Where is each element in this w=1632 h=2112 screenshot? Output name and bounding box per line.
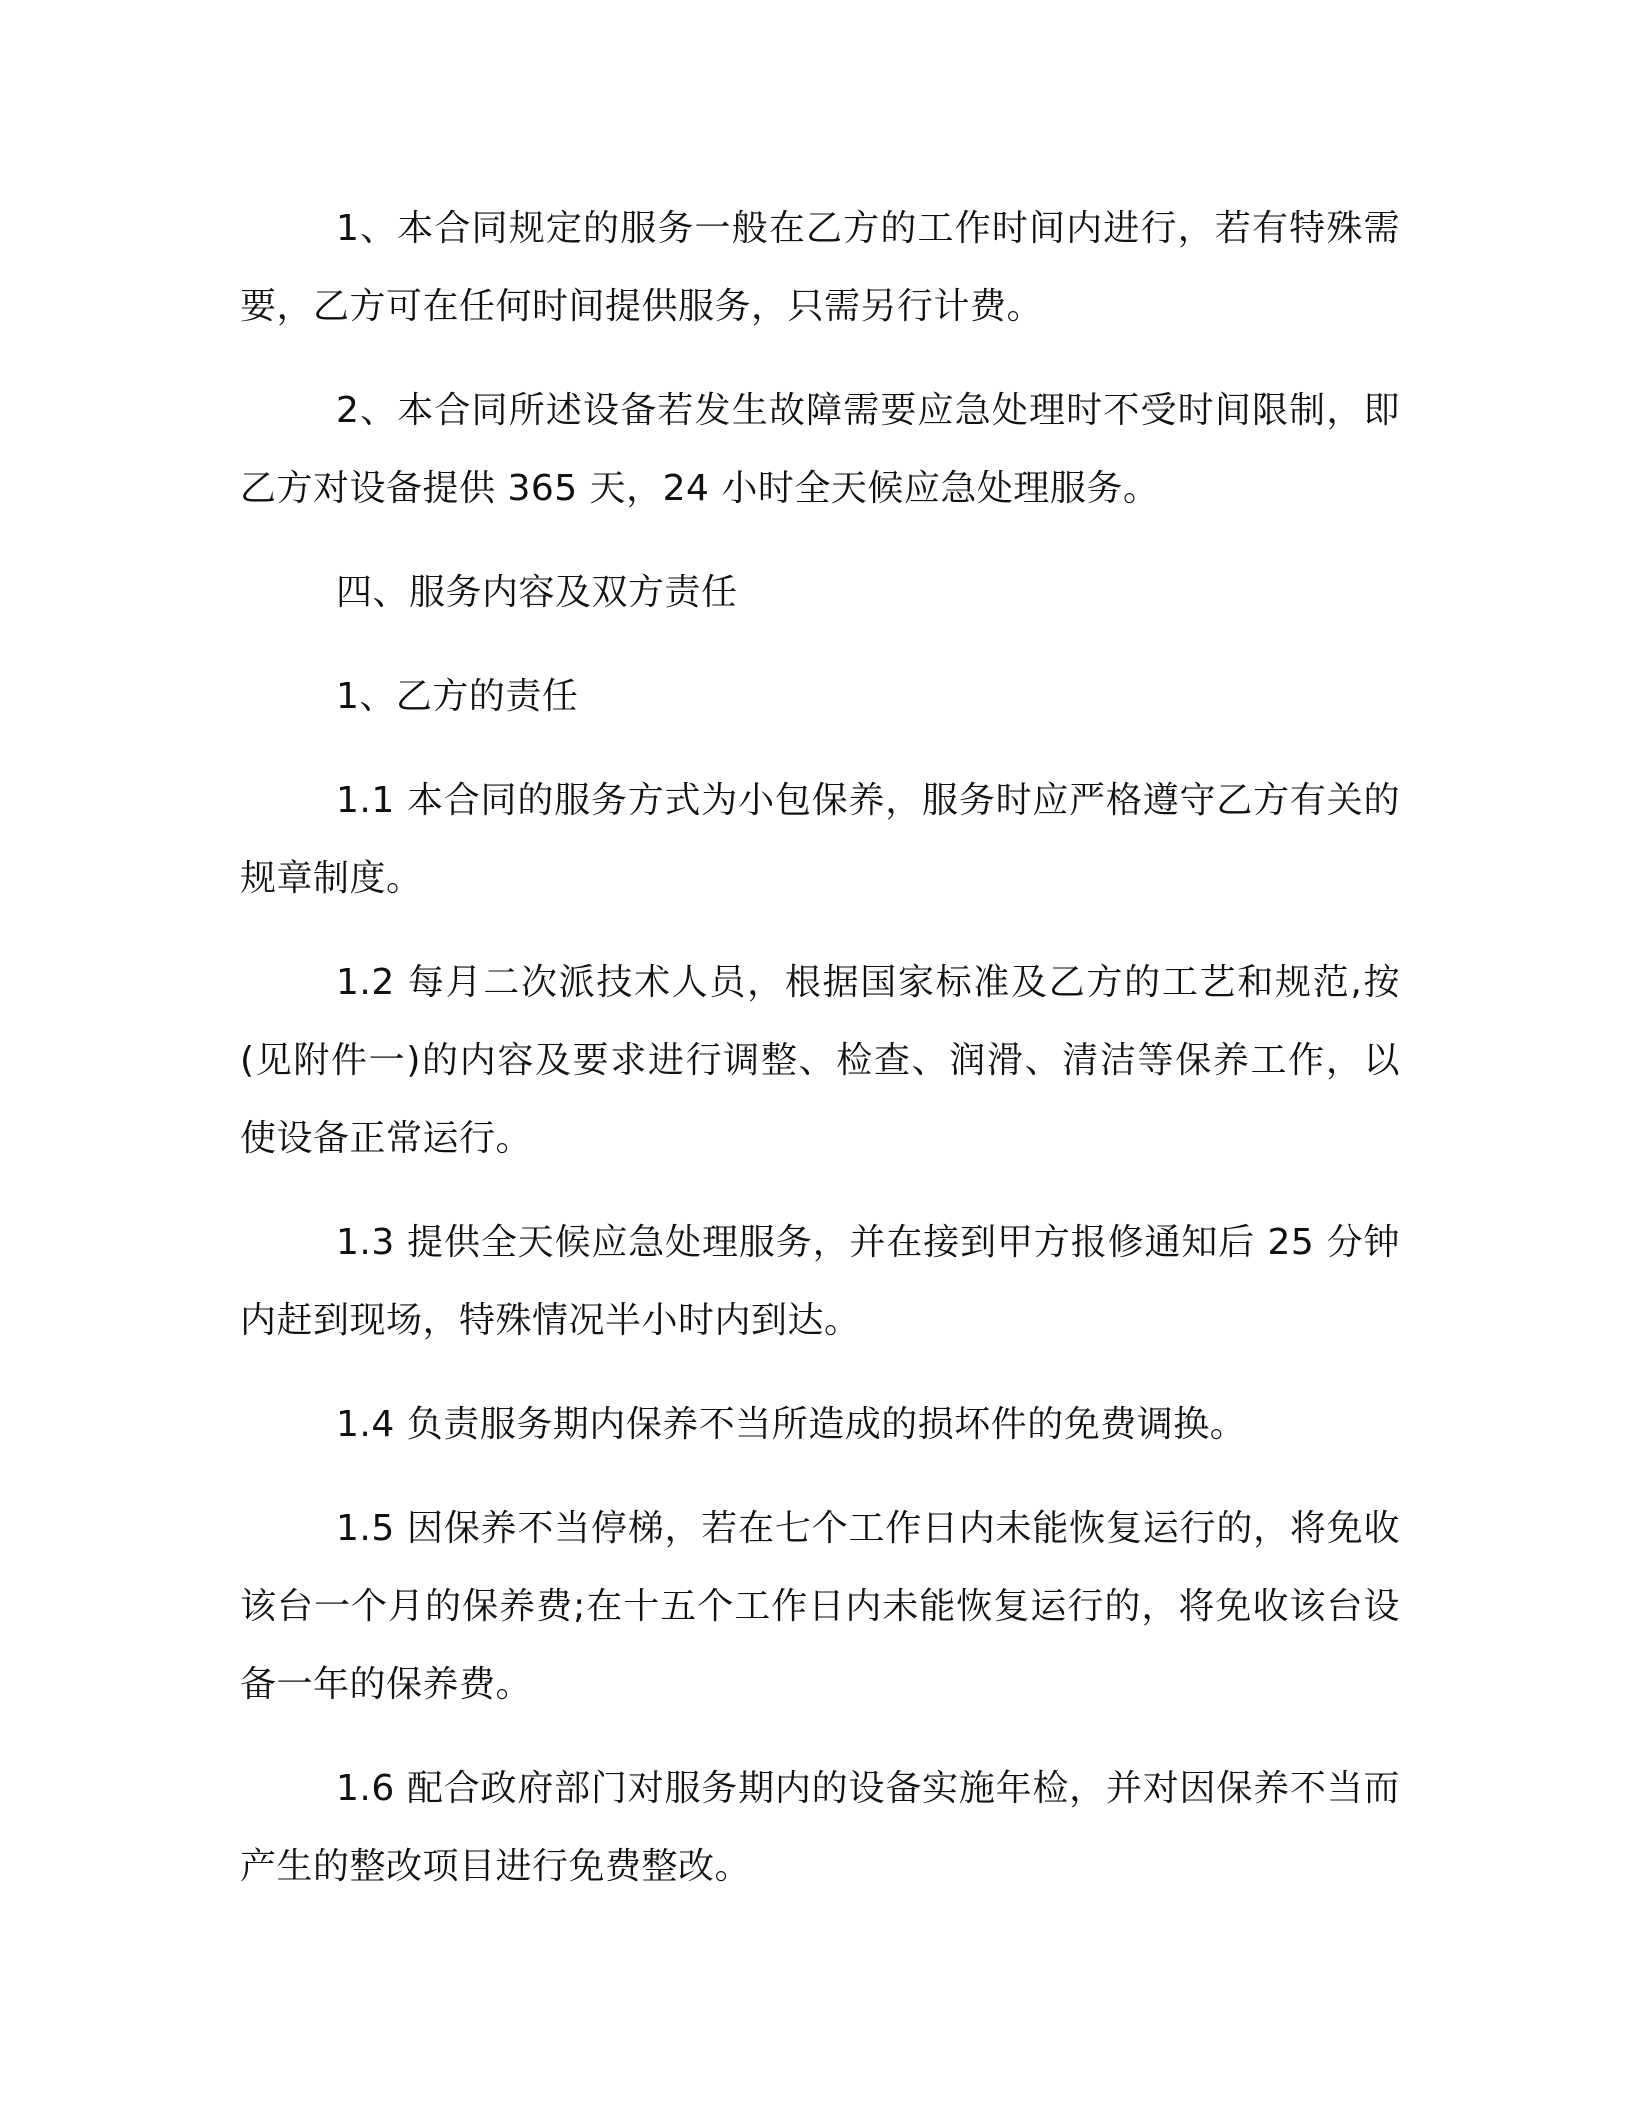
clause-1-6: 1.6 配合政府部门对服务期内的设备实施年检，并对因保养不当而产生的整改项目进行免费整改。 — [240, 1768, 1400, 1887]
clause-1-5: 1.5 因保养不当停梯，若在七个工作日内未能恢复运行的，将免收该台一个月的保养费;在十五个工作日内未能恢复运行的，将免收该台设备一年的保养费。 — [240, 1508, 1400, 1705]
paragraph-emergency-service: 2、本合同所述设备若发生故障需要应急处理时不受时间限制，即乙方对设备提供 365 天，24 小时全天候应急处理服务。 — [240, 390, 1400, 509]
clause-1-4: 1.4 负责服务期内保养不当所造成的损坏件的免费调换。 — [336, 1404, 1247, 1445]
document-body — [240, 190, 1400, 1932]
clause-1-2: 1.2 每月二次派技术人员，根据国家标准及乙方的工艺和规范,按(见附件一)的内容及要求进行调整、检查、润滑、清洁等保养工作，以使设备正常运行。 — [240, 962, 1400, 1159]
subheading-party-b-responsibility: 1、乙方的责任 — [336, 676, 579, 717]
clause-1-1: 1.1 本合同的服务方式为小包保养，服务时应严格遵守乙方有关的规章制度。 — [240, 780, 1400, 899]
paragraph-service-hours: 1、本合同规定的服务一般在乙方的工作时间内进行，若有特殊需要，乙方可在任何时间提供服务，只需另行计费。 — [240, 208, 1400, 327]
clause-1-3: 1.3 提供全天候应急处理服务，并在接到甲方报修通知后 25 分钟内赶到现场，特殊情况半小时内到达。 — [240, 1222, 1400, 1341]
section-heading-responsibilities: 四、服务内容及双方责任 — [336, 572, 738, 613]
